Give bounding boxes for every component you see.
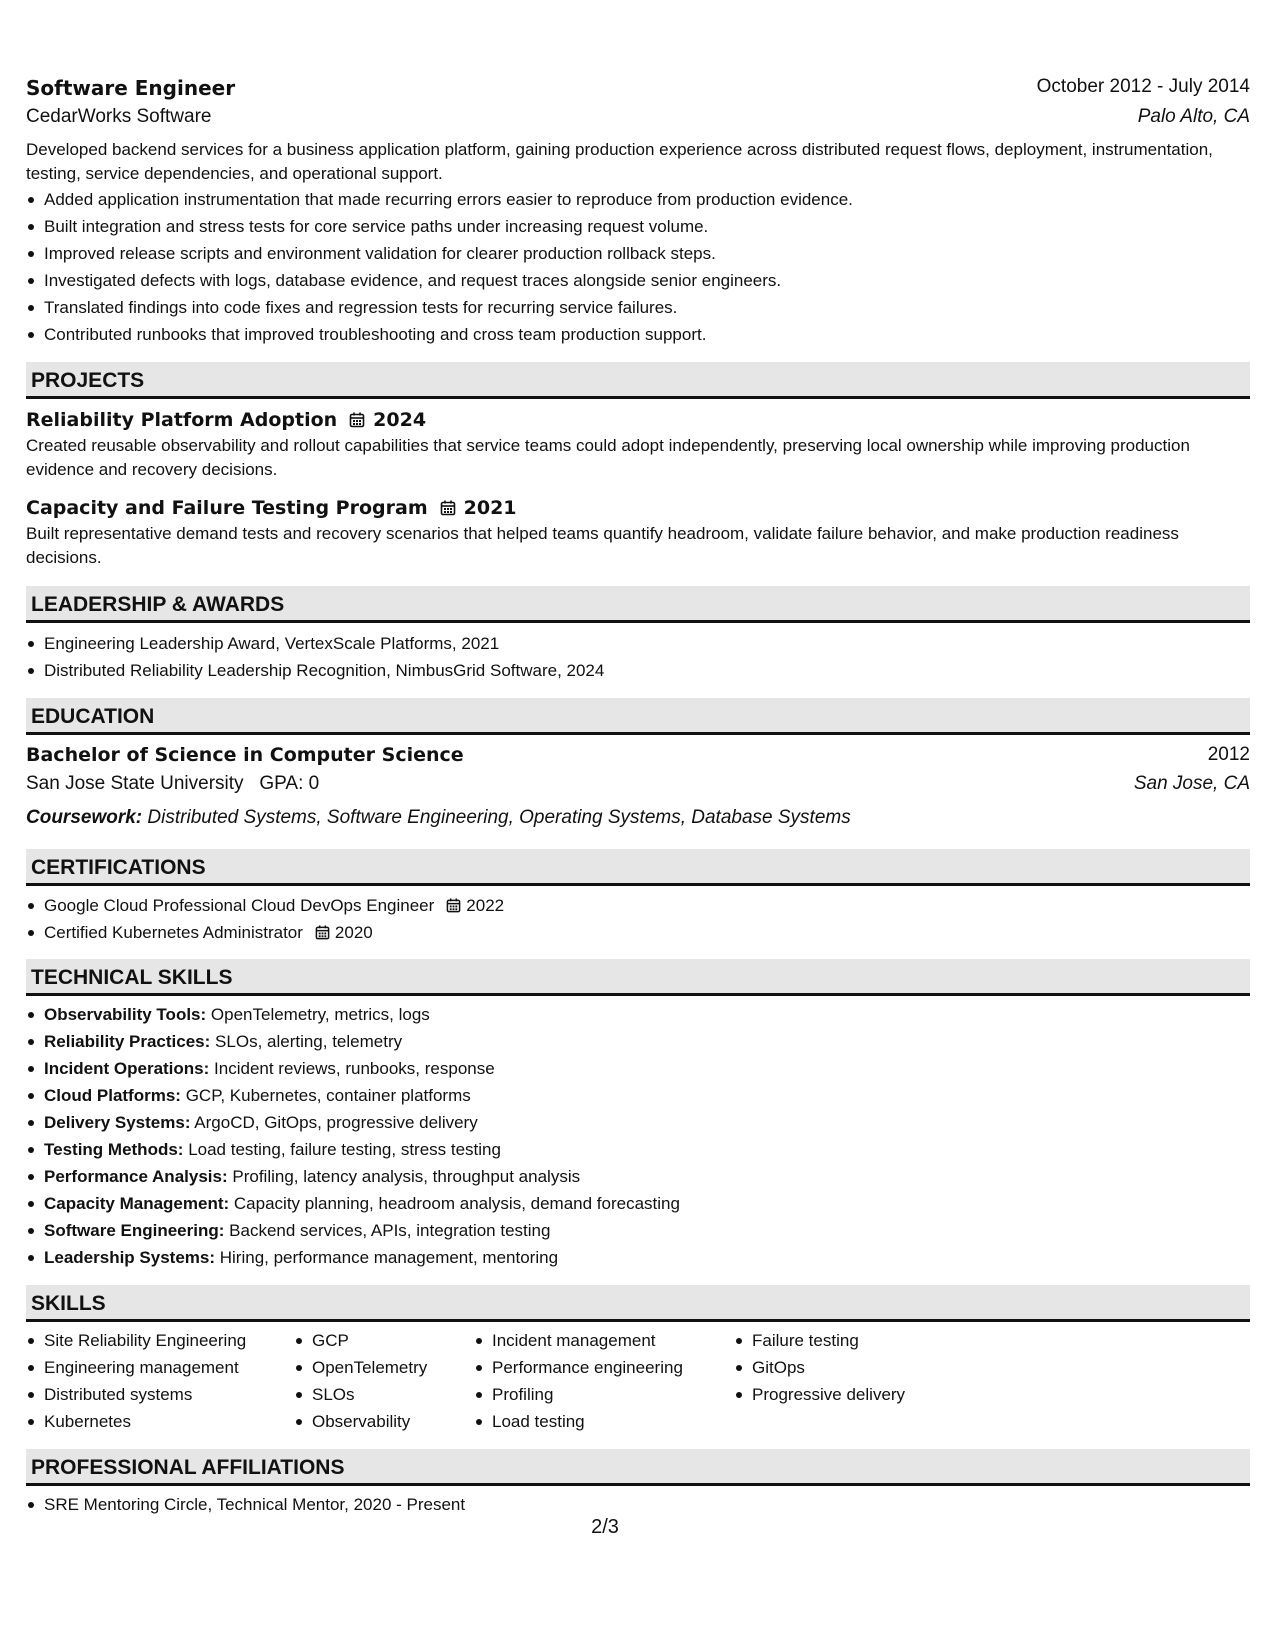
job-bullet-list [26, 186, 1250, 348]
job-title: Software Engineer [26, 76, 236, 100]
certification-name: Google Cloud Professional Cloud DevOps Engineer [44, 896, 435, 915]
technical-skill-item [44, 1028, 1250, 1055]
affiliations-list [26, 1491, 1250, 1518]
certifications-list [26, 892, 1250, 946]
technical-skill-item [44, 1055, 1250, 1082]
certification-year: 2022 [466, 896, 505, 915]
skill-category: Testing Methods: [44, 1140, 184, 1159]
technical-skill-item [44, 1136, 1250, 1163]
job-header-row [26, 76, 1250, 106]
technical-skill-item [44, 1244, 1250, 1271]
skill-category: Cloud Platforms: [44, 1086, 181, 1105]
skill-item: Load testing [492, 1408, 734, 1435]
job-company-row [26, 106, 1250, 138]
certification-item [44, 892, 1250, 919]
technical-skill-item [44, 1001, 1250, 1028]
coursework-line [26, 803, 1250, 833]
school-location: San Jose, CA [1133, 773, 1250, 794]
calendar-icon [440, 500, 456, 516]
technical-skill-item [44, 1109, 1250, 1136]
project-description: Built representative demand tests and recovery scenarios that helped teams quantify headroom, validate failure behavior, and make production readiness decisions. [26, 524, 1179, 567]
skill-item: Distributed systems [44, 1381, 294, 1408]
resume-content [26, 0, 1250, 1518]
certification-year: 2020 [334, 923, 373, 942]
page-number: 2/3 [591, 1516, 619, 1538]
affiliation-item: SRE Mentoring Circle, Technical Mentor, 2020 - Present [44, 1491, 1250, 1518]
project-description: Created reusable observability and rollout capabilities that service teams could adopt independently, preserving local ownership while improving production evidence and recovery decisions. [26, 436, 1190, 479]
skills-column [474, 1327, 734, 1435]
technical-skills-list [26, 1001, 1250, 1271]
skill-item: Site Reliability Engineering [44, 1327, 294, 1354]
skill-item: Performance engineering [492, 1354, 734, 1381]
project-name: Capacity and Failure Testing Program [26, 497, 428, 519]
section-header-projects: PROJECTS [26, 362, 1250, 399]
skill-category: Software Engineering: [44, 1221, 225, 1240]
school-line [26, 773, 319, 795]
skill-values: SLOs, alerting, telemetry [215, 1032, 403, 1051]
skill-category: Incident Operations: [44, 1059, 210, 1078]
skill-item: SLOs [312, 1381, 474, 1408]
section-header-education: EDUCATION [26, 698, 1250, 735]
experience-entry [26, 76, 1250, 348]
section-header-skills: SKILLS [26, 1285, 1250, 1322]
job-bullet: Added application instrumentation that made recurring errors easier to reproduce from production evidence. [44, 186, 1250, 213]
skill-values: Profiling, latency analysis, throughput analysis [232, 1167, 581, 1186]
skill-category: Observability Tools: [44, 1005, 207, 1024]
skill-category: Leadership Systems: [44, 1248, 216, 1267]
calendar-icon [315, 925, 330, 940]
skill-item: Profiling [492, 1381, 734, 1408]
skill-item: Engineering management [44, 1354, 294, 1381]
graduation-year: 2012 [1207, 744, 1250, 765]
skill-category: Capacity Management: [44, 1194, 230, 1213]
skill-item: Progressive delivery [752, 1381, 982, 1408]
project-name: Reliability Platform Adoption [26, 409, 338, 431]
calendar-icon [446, 898, 461, 913]
project-year: 2024 [373, 409, 427, 431]
job-bullet: Contributed runbooks that improved troubleshooting and cross team production support. [44, 321, 1250, 348]
skill-item: GitOps [752, 1354, 982, 1381]
skill-values: Incident reviews, runbooks, response [214, 1059, 495, 1078]
job-bullet: Built integration and stress tests for core service paths under increasing request volume. [44, 213, 1250, 240]
skill-item: Failure testing [752, 1327, 982, 1354]
skill-values: Backend services, APIs, integration testing [229, 1221, 551, 1240]
project-year: 2021 [463, 497, 517, 519]
school-name: San Jose State University [26, 773, 244, 794]
degree: Bachelor of Science in Computer Science [26, 744, 464, 766]
technical-skill-item [44, 1163, 1250, 1190]
skill-item: Observability [312, 1408, 474, 1435]
education-entry [26, 744, 1250, 833]
skill-values: Hiring, performance management, mentoring [219, 1248, 559, 1267]
section-header-leadership: LEADERSHIP & AWARDS [26, 586, 1250, 623]
project-title-row [26, 406, 1250, 434]
skill-values: Capacity planning, headroom analysis, demand forecasting [233, 1194, 680, 1213]
leadership-list [26, 630, 1250, 684]
skills-column [294, 1327, 474, 1435]
job-company: CedarWorks Software [26, 106, 212, 127]
technical-skill-item [44, 1190, 1250, 1217]
skill-category: Delivery Systems: [44, 1113, 191, 1132]
section-header-technical-skills: TECHNICAL SKILLS [26, 959, 1250, 996]
certification-name: Certified Kubernetes Administrator [44, 923, 303, 942]
certification-item [44, 919, 1250, 946]
gpa: GPA: 0 [259, 773, 320, 794]
calendar-icon [349, 412, 365, 428]
section-header-affiliations: PROFESSIONAL AFFILIATIONS [26, 1449, 1250, 1486]
leadership-item: Engineering Leadership Award, VertexScale Platforms, 2021 [44, 630, 1250, 657]
job-location: Palo Alto, CA [1137, 106, 1250, 127]
project-entry [26, 494, 1250, 570]
technical-skill-item [44, 1217, 1250, 1244]
coursework-list: Distributed Systems, Software Engineering, Operating Systems, Database Systems [147, 807, 851, 828]
skill-category: Performance Analysis: [44, 1167, 228, 1186]
education-header-row [26, 744, 1250, 773]
job-bullet: Translated findings into code fixes and regression tests for recurring service failures. [44, 294, 1250, 321]
skills-column [26, 1327, 294, 1435]
skill-item: GCP [312, 1327, 474, 1354]
skill-values: GCP, Kubernetes, container platforms [185, 1086, 471, 1105]
skill-category: Reliability Practices: [44, 1032, 211, 1051]
job-summary: Developed backend services for a business application platform, gaining production experience across distributed request flows, deployment, instrumentation, testing, service dependencies, and operational support. [26, 140, 1213, 183]
section-header-certifications: CERTIFICATIONS [26, 849, 1250, 886]
job-bullet: Improved release scripts and environment validation for clearer production rollback steps. [44, 240, 1250, 267]
skill-item: OpenTelemetry [312, 1354, 474, 1381]
skills-columns [26, 1327, 1250, 1435]
skill-item: Kubernetes [44, 1408, 294, 1435]
job-dates: October 2012 - July 2014 [1036, 76, 1250, 97]
project-entry [26, 406, 1250, 482]
skills-column [734, 1327, 982, 1435]
technical-skill-item [44, 1082, 1250, 1109]
leadership-item: Distributed Reliability Leadership Recognition, NimbusGrid Software, 2024 [44, 657, 1250, 684]
skill-values: OpenTelemetry, metrics, logs [210, 1005, 430, 1024]
skill-values: ArgoCD, GitOps, progressive delivery [194, 1113, 478, 1132]
education-school-row [26, 773, 1250, 803]
skill-item: Incident management [492, 1327, 734, 1354]
skill-values: Load testing, failure testing, stress testing [188, 1140, 501, 1159]
coursework-label: Coursework: [26, 807, 143, 828]
job-bullet: Investigated defects with logs, database evidence, and request traces alongside senior engineers. [44, 267, 1250, 294]
project-title-row [26, 494, 1250, 522]
